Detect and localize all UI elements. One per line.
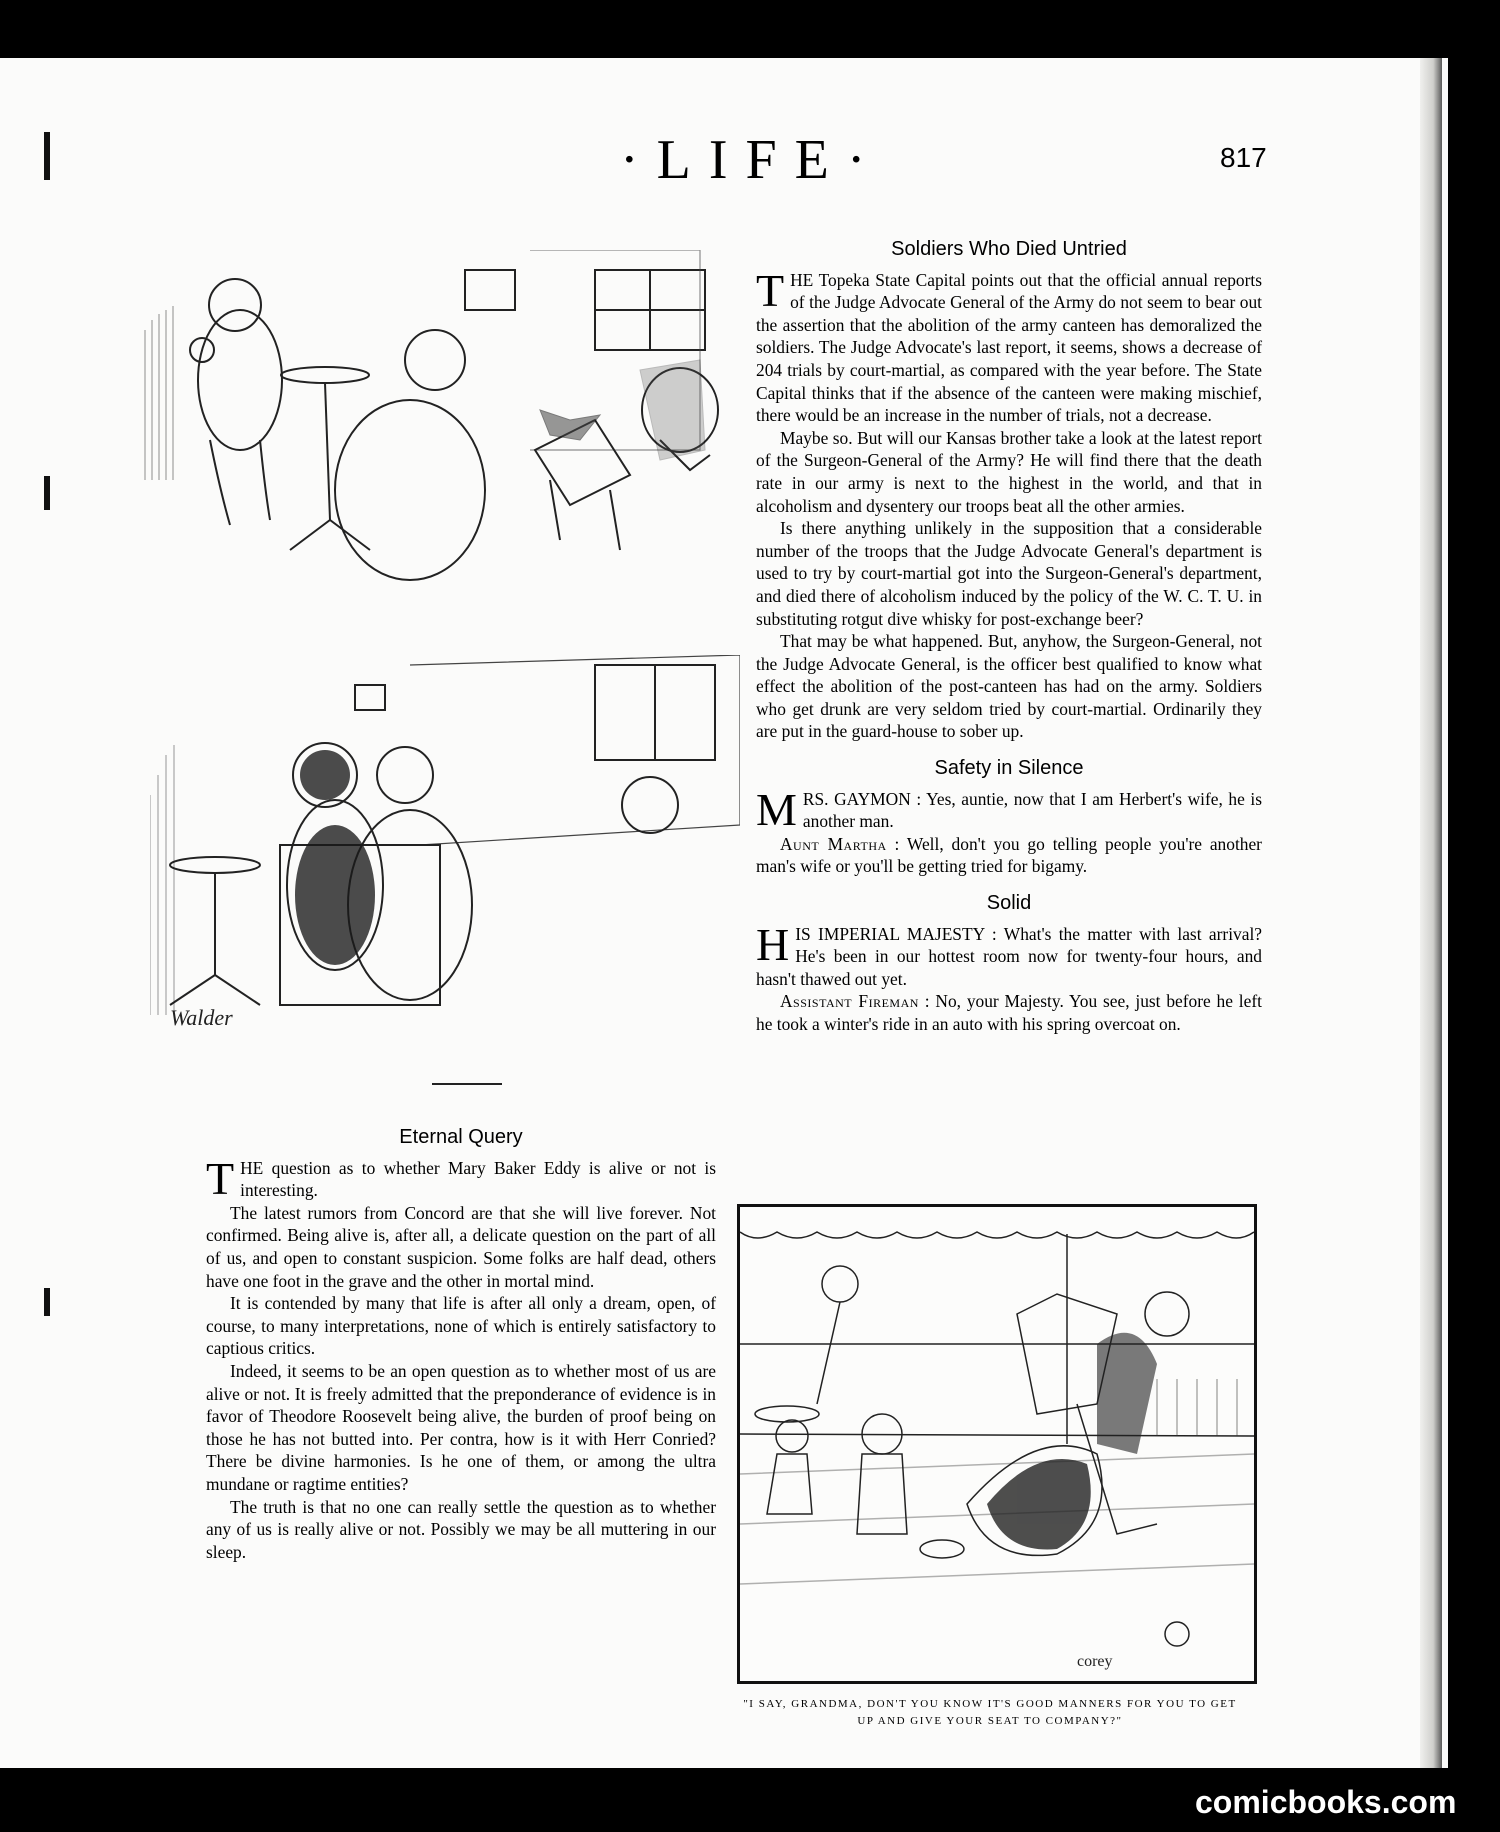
cartoon-signature: corey — [1077, 1653, 1113, 1670]
paragraph: HE question as to whether Mary Baker Eddy is alive or not is interesting. — [240, 1157, 716, 1201]
paragraph: That may be what happened. But, anyhow, the Surgeon-General, not the Judge Advocate General, is the officer best qualified to know what effect the abolition of the post-canteen has had on the army. Soldiers who get drunk are very seldom tried by court-martial. Ordinarily they are put in the guard-house to sober up. — [756, 631, 1262, 742]
speaker: IS IMPERIAL MAJESTY — [795, 923, 985, 944]
caption-line: UP AND GIVE YOUR SEAT TO COMPANY?" — [857, 1715, 1123, 1727]
gutter-mark — [44, 476, 50, 510]
drop-cap: T — [206, 1152, 235, 1204]
soldiers-heading: Soldiers Who Died Untried — [891, 238, 1127, 260]
paragraph: Maybe so. But will our Kansas brother take a look at the latest report of the Surgeon-General of the Army? He will find there that the death rate in our army is next to the highest in the world, and that in alcoholism and dysentery our troops beat all the other armies. — [756, 427, 1262, 516]
safety-heading: Safety in Silence — [934, 757, 1084, 780]
eternal-query-heading: Eternal Query — [399, 1126, 523, 1148]
paragraph: Is there anything unlikely in the supposition that a considerable number of the troops that the Judge Advocate General's department is used to try by court-martial got into the Surgeon-General's department, and died there of alcoholism induced by the policy of the W. C. T. U. in substituting rotgut dive whisky for post-exchange beer? — [756, 518, 1262, 629]
dialogue: : What's the matter with last arrival? He's been in our hottest room now for twenty-four hours, and hasn't thawed out yet. — [756, 923, 1262, 989]
illustration-bear-and-grandma-1 — [140, 250, 740, 600]
dialogue: : No, your Majesty. You see, just before he left he took a winter's ride in an auto with his spring overcoat on. — [756, 991, 1262, 1034]
watermark: comicbooks.com — [1195, 1784, 1457, 1820]
eternal-query-article — [206, 1112, 716, 1563]
paragraph: HE Topeka State Capital points out that the official annual reports of the Judge Advocate General of the Army do not seem to bear out the assertion that the abolition of the army canteen has demoralized the soldiers. The Judge Advocate's last report, it seems, shows a decrease of 204 trials by court-martial, as compared with the year before. The State Capital thinks that if the absence of the canteen were making mischief, there would be an increase in the number of trials, not a decrease. — [756, 269, 1262, 426]
speaker: RS. GAYMON — [802, 788, 911, 809]
gutter-mark — [44, 132, 50, 180]
drop-cap: M — [756, 783, 797, 835]
drop-cap: H — [756, 918, 790, 970]
cartoon-caption — [740, 1696, 1240, 1730]
speaker: Aunt Martha — [780, 833, 887, 854]
dialogue: : Well, don't you go telling people you're another man's wife or you'll be getting tried for bigamy. — [756, 833, 1262, 877]
section-divider — [432, 1083, 502, 1085]
solid-heading: Solid — [986, 892, 1032, 915]
drop-cap: T — [756, 264, 785, 316]
paragraph: Indeed, it seems to be an open question as to whether most of us are alive or not. It is freely admitted that the preponderance of evidence is in favor of Theodore Roosevelt being alive, the burden of proof being on those he has not butted into. Per contra, how is it with Herr Conried? There be divine harmonies. Is he one of them, or among the ultra mundane or ragtime entities? — [206, 1360, 716, 1494]
illustration-grandma-on-porch — [737, 1204, 1257, 1684]
paragraph: The truth is that no one can really settle the question as to whether any of us is really alive or not. Possibly we may be all muttering in our sleep. — [206, 1496, 716, 1562]
right-column — [756, 238, 1262, 1036]
paragraph: The latest rumors from Concord are that she will live forever. Not confirmed. Being alive is, after all, a delicate question on the part of all of us, and open to constant suspicion. Some folks are half dead, others have one foot in the grave and the other in mortal mind. — [206, 1202, 716, 1291]
paragraph: It is contended by many that life is after all only a dream, open, of course, to many interpretations, none of which is entirely satisfactory to captious critics. — [206, 1293, 716, 1359]
dialogue: : Yes, auntie, now that I am Herbert's wife, he is another man. — [802, 788, 1262, 832]
illustration-bear-and-grandma-2 — [150, 655, 740, 1050]
speaker: Assistant Fireman — [780, 991, 919, 1012]
masthead: ·LIFE· — [620, 129, 884, 191]
caption-line: "I SAY, GRANDMA, DON'T YOU KNOW IT'S GOOD MANNERS FOR YOU TO GET — [743, 1698, 1237, 1710]
gutter-mark — [44, 1288, 50, 1316]
page-number: 817 — [1220, 142, 1267, 173]
svg-text:Walder: Walder — [170, 1005, 233, 1030]
page-binding-edge — [1420, 58, 1442, 1768]
